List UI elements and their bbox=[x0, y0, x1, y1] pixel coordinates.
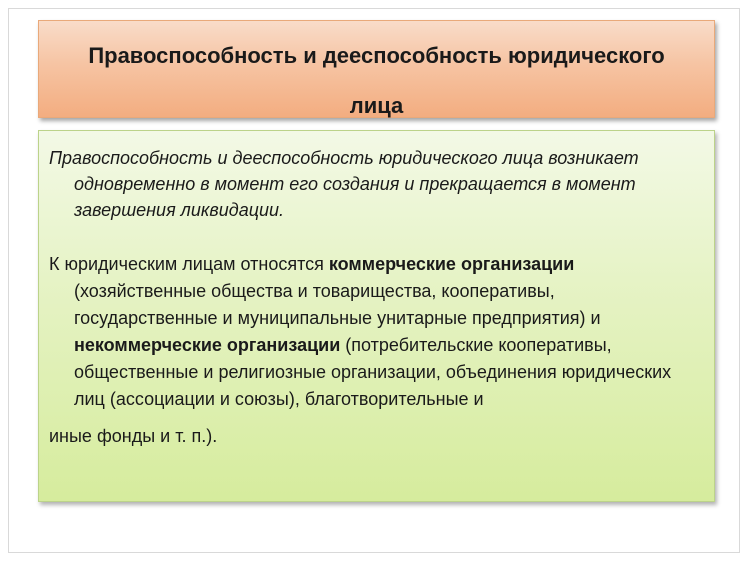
paragraph-intro: К юридическим лицам относятся bbox=[49, 254, 329, 274]
paragraph-legal-capacity: Правоспособность и дееспособность юридического лица возникает одновременно в момент его создания и прекращается в момент завершения ликвидации. bbox=[49, 148, 639, 220]
noncommercial-organizations-term: некоммерческие организации bbox=[74, 335, 341, 355]
content-box bbox=[38, 130, 715, 502]
commercial-organizations-term: коммерческие организации bbox=[328, 254, 575, 274]
slide-title: Правоспособность и дееспособность юридического лица bbox=[88, 43, 665, 118]
paragraph-ending: иные фонды и т. п.). bbox=[49, 426, 218, 446]
commercial-organizations-detail: (хозяйственные общества и товарищества, кооперативы, государственные и муниципальные унитарные предприятия) и bbox=[74, 281, 601, 328]
title-box bbox=[38, 20, 715, 118]
paragraph-legal-entities bbox=[49, 251, 690, 450]
noncommercial-organizations-detail: (потребительские кооперативы, общественные и религиозные организации, объединения юридических лиц (ассоциации и союзы), благотворительные и bbox=[74, 335, 672, 409]
